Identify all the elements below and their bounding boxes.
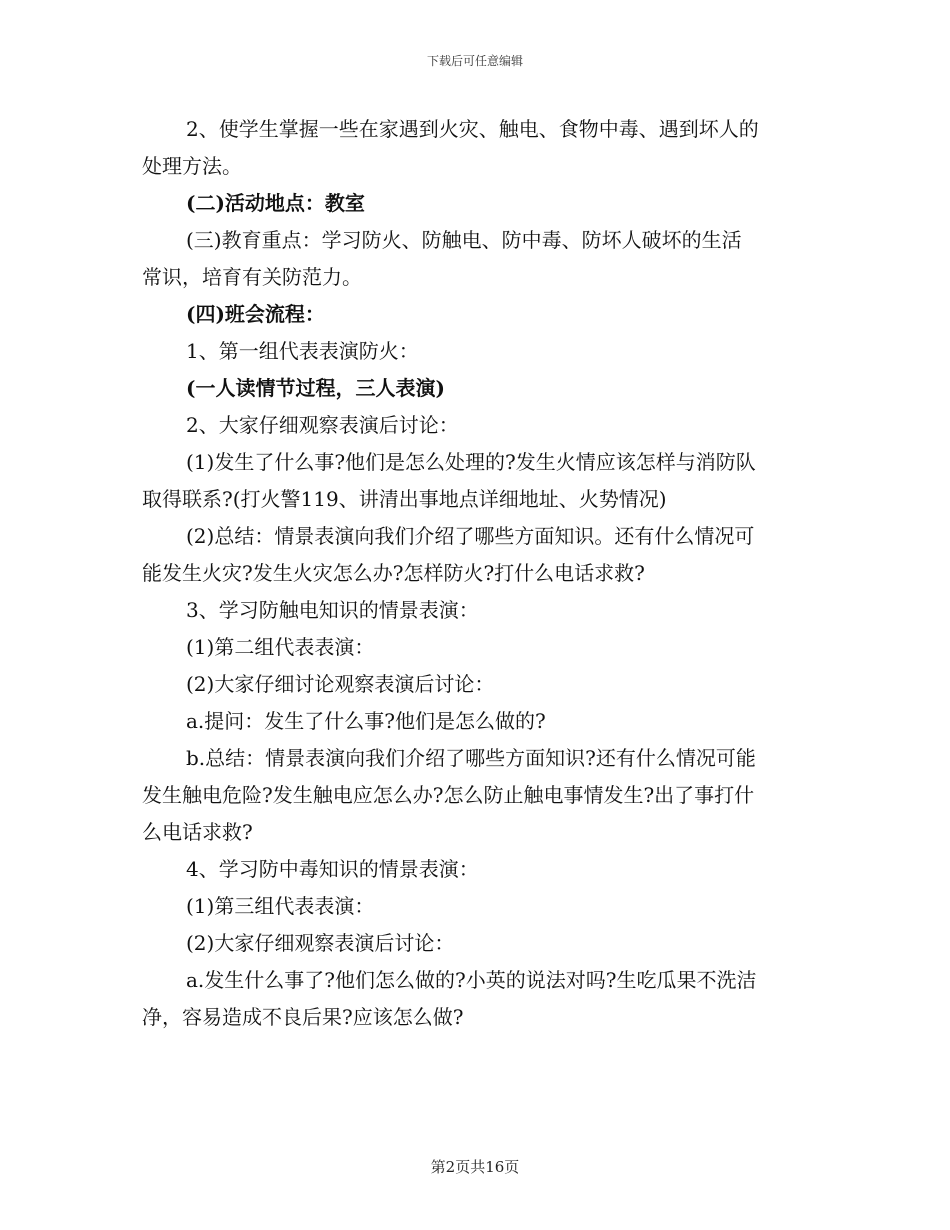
text-line: 么电话求救? [142,820,253,844]
text-line: (二)活动地点：教室 [186,191,365,215]
text-line: 3、学习防触电知识的情景表演： [186,598,479,622]
text-line: a.提问：发生了什么事?他们是怎么做的? [186,709,546,733]
text-line: (四)班会流程： [186,302,325,326]
text-line: 2、大家仔细观察表演后讨论： [186,413,459,437]
text-line: 2、使学生掌握一些在家遇到火灾、触电、食物中毒、遇到坏人的 [186,117,759,141]
document-body [142,111,812,1036]
text-line: b.总结：情景表演向我们介绍了哪些方面知识?还有什么情况可能 [186,746,756,770]
page-footer: 第2页共16页 [430,1158,520,1176]
text-line: (2)大家仔细讨论观察表演后讨论： [186,672,495,696]
text-line: (1)发生了什么事?他们是怎么处理的?发生火情应该怎样与消防队 [186,450,756,474]
text-line: 常识，培育有关防范力。 [142,265,362,289]
text-line: a.发生什么事了?他们怎么做的?小英的说法对吗?生吃瓜果不洗洁 [186,968,757,992]
page-header: 下载后可任意编辑 [426,54,523,68]
text-line: 处理方法。 [142,154,242,178]
text-line: (一人读情节过程，三人表演) [186,376,445,400]
text-line: 4、学习防中毒知识的情景表演： [186,857,479,881]
text-line: (1)第二组代表表演： [186,635,375,659]
text-line: (2)大家仔细观察表演后讨论： [186,931,455,955]
text-line: 1、第一组代表表演防火： [186,339,419,363]
text-line: 发生触电危险?发生触电应怎么办?怎么防止触电事情发生?出了事打什 [142,783,755,807]
text-line: (2)总结：情景表演向我们介绍了哪些方面知识。还有什么情况可 [186,524,755,548]
text-line: 净，容易造成不良后果?应该怎么做? [142,1005,464,1029]
text-line: 能发生火灾?发生火灾怎么办?怎样防火?打什么电话求救? [142,561,645,585]
text-line: (三)教育重点：学习防火、防触电、防中毒、防坏人破坏的生活 [186,228,742,252]
text-line: 取得联系?(打火警119、讲清出事地点详细地址、火势情况) [142,487,667,511]
text-line: (1)第三组代表表演： [186,894,375,918]
